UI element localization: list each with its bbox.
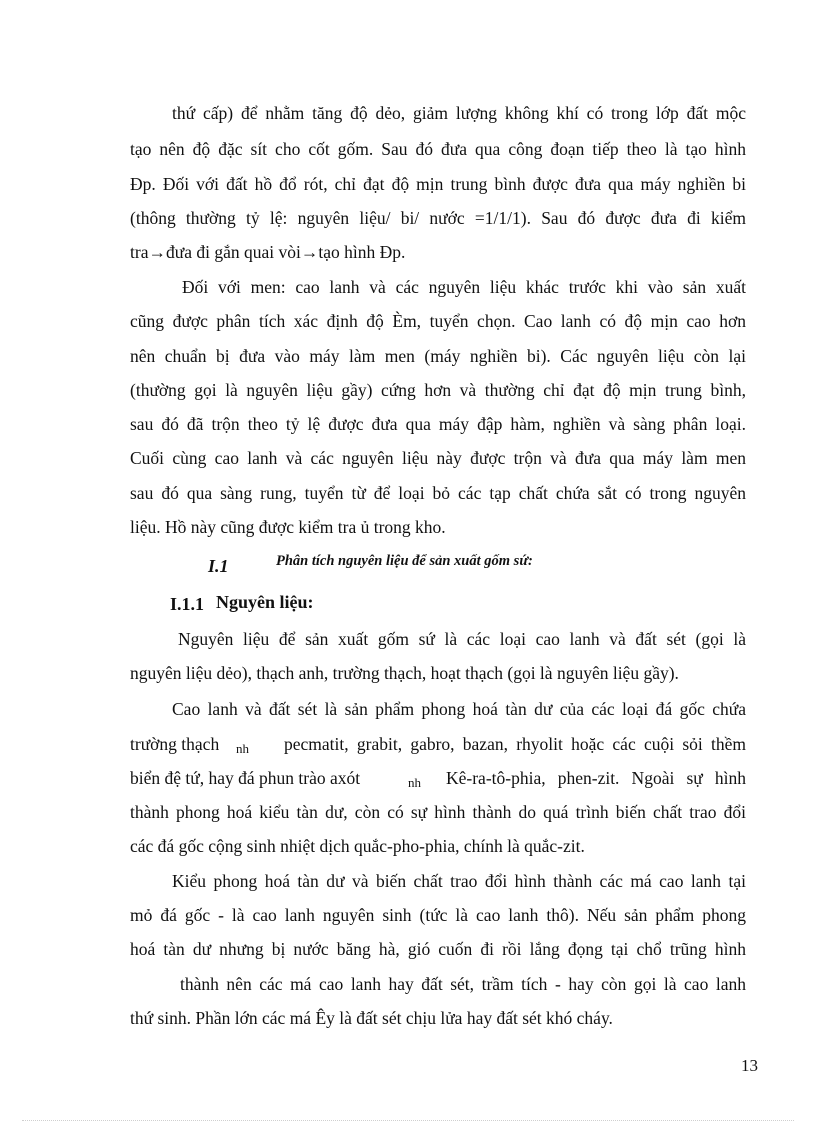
paragraph4-line-3-start: biển đệ tứ, hay đá phun trào axót (130, 768, 361, 788)
paragraph3-line-2: nguyên liệu dẻo), thạch anh, trường thạch, hoạt thạch (gọi là nguyên liệu gầy). (130, 663, 679, 683)
paragraph4-line-1: Cao lanh và đất sét là sản phẩm phong hoá tàn dư của các loại đá gốc chứa (172, 699, 746, 719)
paragraph5-line-1: Kiểu phong hoá tàn dư và biến chất trao đổi hình thành các má cao lanh tại (172, 871, 746, 891)
paragraph4-line-2-start: trường thạch (130, 734, 220, 754)
paragraph1-line-5: tra→đưa đi gắn quai vòi→tạo hình Đp. (130, 242, 406, 262)
paragraph4-line-3-end: Kê-ra-tô-phia, phen-zit. Ngoài sự hình (446, 768, 746, 788)
paragraph5-line-2: mỏ đá gốc - là cao lanh nguyên sinh (tức là cao lanh thô). Nếu sản phẩm phong (130, 905, 746, 925)
paragraph1-line-4: (thông thường tỷ lệ: nguyên liệu/ bi/ nước =1/1/1). Sau đó được đưa đi kiểm (130, 208, 746, 228)
paragraph2-line-8: liệu. Hồ này cũng được kiểm tra ủ trong kho. (130, 517, 446, 537)
paragraph3-line-1: Nguyên liệu để sản xuất gốm sứ là các loại cao lanh và đất sét (gọi là (178, 629, 746, 649)
section-number-1-1-1: I.1.1 (170, 594, 205, 614)
paragraph4-line-2-sub: nh (236, 741, 249, 756)
paragraph2-line-2: cũng được phân tích xác định độ Èm, tuyển chọn. Cao lanh có độ mịn cao hơn (130, 311, 746, 331)
paragraph4-line-3-sub: nh (408, 775, 421, 790)
paragraph4-line-5: các đá gốc cộng sinh nhiệt dịch quắc-pho-phia, chính là quắc-zit. (130, 836, 585, 856)
section-title-1-1-1: Nguyên liệu: (216, 592, 314, 612)
paragraph5-line-3: hoá tàn dư nhưng bị nước băng hà, gió cuốn đi rồi lắng đọng tại chổ trũng hình (130, 939, 746, 959)
paragraph4-line-2-end: pecmatit, grabit, gabro, bazan, rhyolit hoặc các cuội sỏi thềm (284, 734, 746, 754)
page-number: 13 (741, 1056, 758, 1075)
section-title-1-1: Phân tích nguyên liệu để sản xuất gốm sứ: (276, 553, 533, 569)
paragraph2-line-4: (thường gọi là nguyên liệu gầy) cứng hơn và thường chỉ đạt độ mịn trung bình, (130, 380, 746, 400)
paragraph1-line-3: Đp. Đối với đất hồ đổ rót, chỉ đạt độ mịn trung bình được đưa qua máy nghiền bi (130, 174, 746, 194)
paragraph1-line-1: thứ cấp) để nhằm tăng độ dẻo, giảm lượng không khí có trong lớp đất mộc (172, 103, 746, 123)
paragraph2-line-5: sau đó đã trộn theo tỷ lệ được đưa qua máy đập hàm, nghiền và sàng phân loại. (130, 414, 746, 434)
paragraph2-line-1: Đối với men: cao lanh và các nguyên liệu khác trước khi vào sản xuất (182, 277, 746, 297)
page-bottom-divider (22, 1120, 794, 1121)
paragraph2-line-7: sau đó qua sàng rung, tuyển từ để loại bỏ các tạp chất chứa sắt có trong nguyên (130, 483, 746, 503)
paragraph2-line-6: Cuối cùng cao lanh và các nguyên liệu này được trộn và đưa qua máy làm men (130, 448, 746, 468)
section-number-1-1: I.1 (208, 556, 229, 576)
paragraph5-line-5: thứ sinh. Phần lớn các má Êy là đất sét chịu lửa hay đất sét khó cháy. (130, 1008, 613, 1028)
paragraph2-line-3: nên chuẩn bị đưa vào máy làm men (máy nghiền bi). Các nguyên liệu còn lại (130, 346, 746, 366)
paragraph1-line-2: tạo nên độ đặc sít cho cốt gốm. Sau đó đưa qua công đoạn tiếp theo là tạo hình (130, 139, 746, 159)
paragraph4-line-4: thành phong hoá kiểu tàn dư, còn có sự hình thành do quá trình biến chất trao đổi (130, 802, 746, 822)
paragraph5-line-4: thành nên các má cao lanh hay đất sét, trầm tích - hay còn gọi là cao lanh (180, 974, 746, 994)
